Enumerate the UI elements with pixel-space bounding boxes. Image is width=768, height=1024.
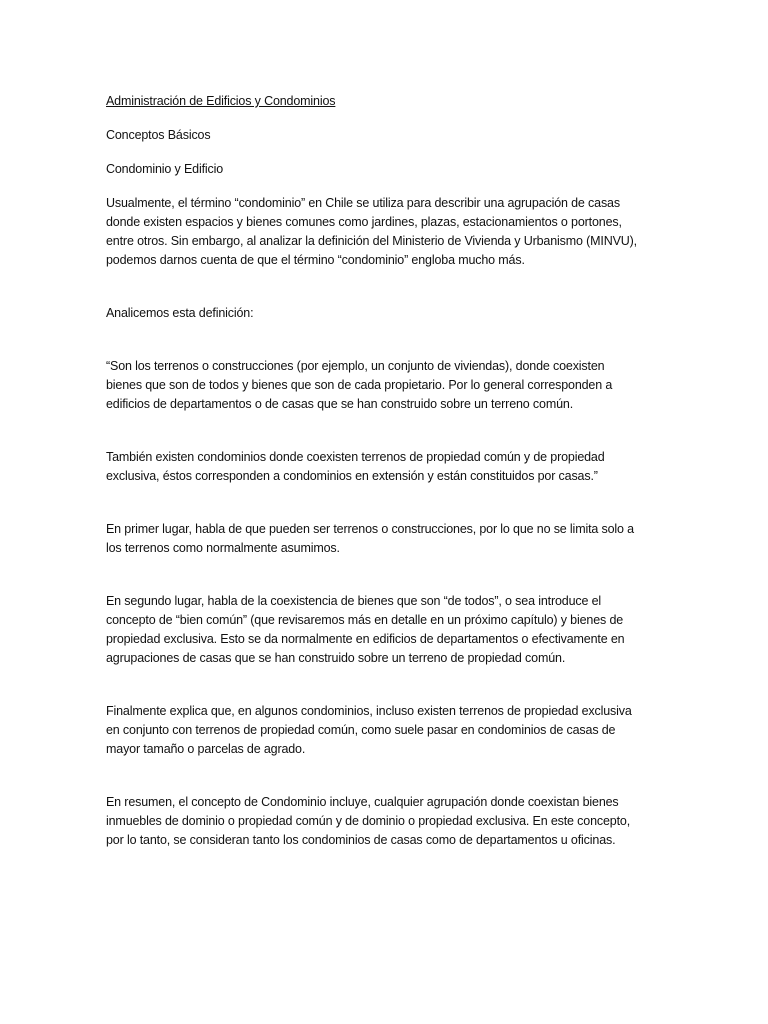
paragraph-line: bienes que son de todos y bienes que son de cada propietario. Por lo general corresponden a: [106, 378, 613, 392]
paragraph-line: agrupaciones de casas que se han construido sobre un terreno de propiedad común.: [106, 651, 566, 665]
document-subtitle: Conceptos Básicos: [106, 128, 211, 142]
paragraph-line: En segundo lugar, habla de la coexistencia de bienes que son “de todos”, o sea introduce el: [106, 594, 602, 608]
paragraph-line: Finalmente explica que, en algunos condominios, incluso existen terrenos de propiedad exclusiva: [106, 704, 632, 718]
paragraph-intro: [106, 194, 666, 270]
paragraph-line: entre otros. Sin embargo, al analizar la definición del Ministerio de Vivienda y Urbanismo (MINVU),: [106, 234, 638, 248]
paragraph-line: los terrenos como normalmente asumimos.: [106, 541, 340, 555]
paragraph-line: En resumen, el concepto de Condominio incluye, cualquier agrupación donde coexistan bienes: [106, 795, 619, 809]
paragraph-line: podemos darnos cuenta de que el término “condominio” engloba mucho más.: [106, 253, 525, 267]
document-page: [106, 92, 666, 850]
paragraph-finally: [106, 702, 666, 759]
paragraph-second-point: [106, 592, 666, 668]
paragraph-quote-1: [106, 357, 666, 414]
paragraph-line: “Son los terrenos o construcciones (por ejemplo, un conjunto de viviendas), donde coexisten: [106, 359, 605, 373]
paragraph-line: mayor tamaño o parcelas de agrado.: [106, 742, 306, 756]
paragraph-line: por lo tanto, se consideran tanto los condominios de casas como de departamentos u oficinas.: [106, 833, 616, 847]
paragraph-line: También existen condominios donde coexisten terrenos de propiedad común y de propiedad: [106, 450, 605, 464]
paragraph-line: En primer lugar, habla de que pueden ser terrenos o construcciones, por lo que no se limita solo a: [106, 522, 634, 536]
paragraph-line: inmuebles de dominio o propiedad común y de dominio o propiedad exclusiva. En este concepto,: [106, 814, 631, 828]
paragraph-line: concepto de “bien común” (que revisaremos más en detalle en un próximo capítulo) y bienes de: [106, 613, 624, 627]
paragraph-line: en conjunto con terrenos de propiedad común, como suele pasar en condominios de casas de: [106, 723, 616, 737]
document-title: Administración de Edificios y Condominios: [106, 94, 336, 108]
paragraph-analyze: [106, 304, 666, 323]
paragraph-line: Usualmente, el término “condominio” en Chile se utiliza para describir una agrupación de casas: [106, 196, 620, 210]
paragraph-line: exclusiva, éstos corresponden a condominios en extensión y están constituidos por casas.”: [106, 469, 598, 483]
paragraph-summary: [106, 793, 666, 850]
paragraph-line: Analicemos esta definición:: [106, 306, 254, 320]
paragraph-line: donde existen espacios y bienes comunes como jardines, plazas, estacionamientos o portones,: [106, 215, 622, 229]
section-heading: Condominio y Edificio: [106, 162, 224, 176]
paragraph-quote-2: [106, 448, 666, 486]
paragraph-line: propiedad exclusiva. Esto se da normalmente en edificios de departamentos o efectivamente en: [106, 632, 625, 646]
paragraph-first-point: [106, 520, 666, 558]
paragraph-line: edificios de departamentos o de casas que se han construido sobre un terreno común.: [106, 397, 574, 411]
